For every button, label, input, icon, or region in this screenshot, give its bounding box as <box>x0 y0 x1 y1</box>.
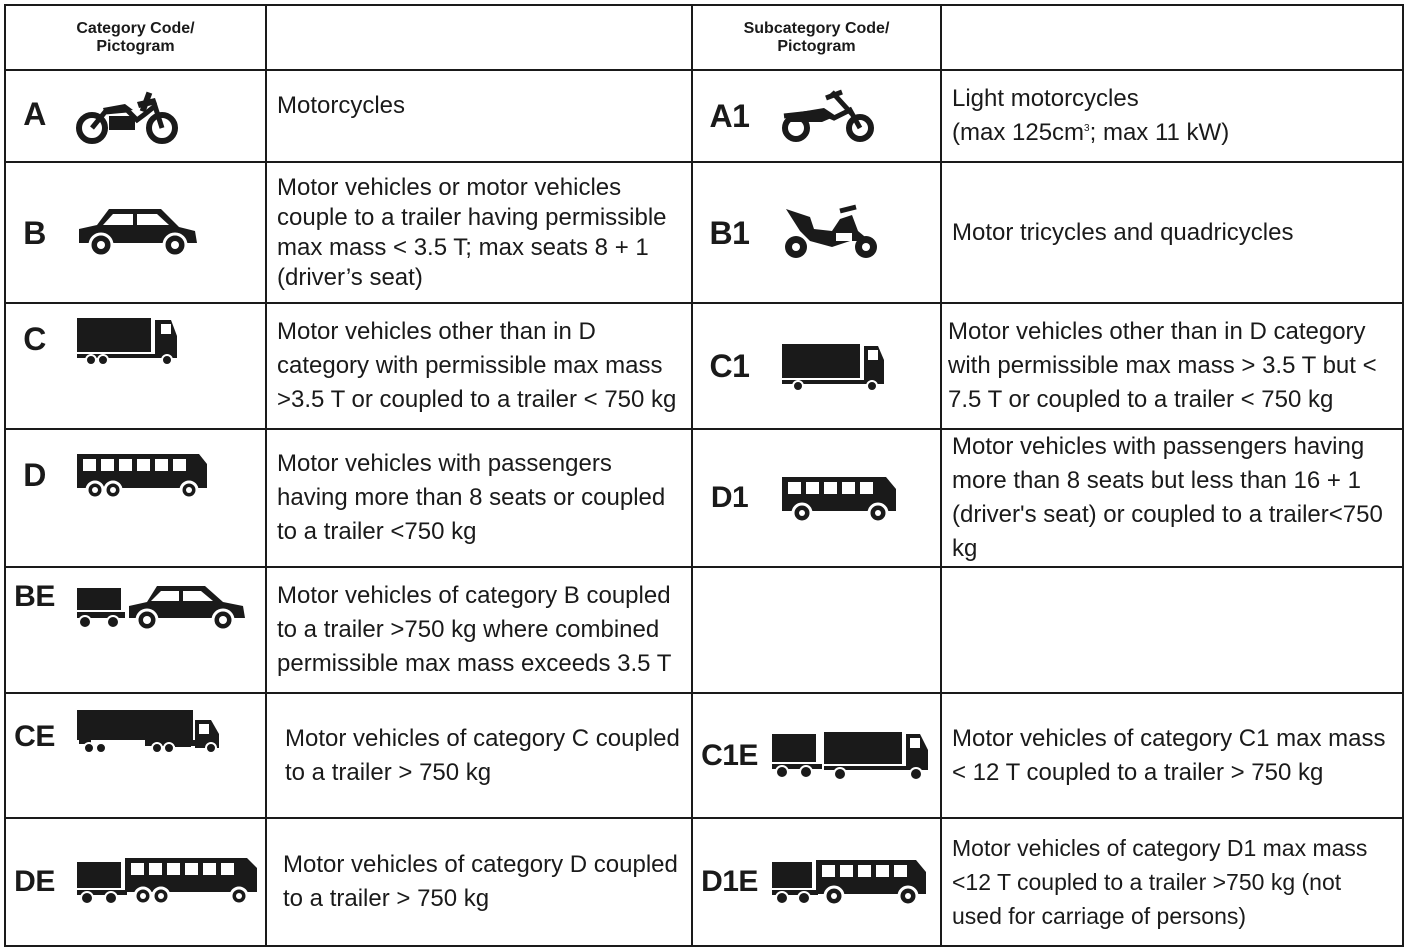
empty-subcategory-icon <box>766 567 941 693</box>
bus-icon <box>63 429 266 567</box>
category-code: BE <box>5 567 63 693</box>
licence-category-table <box>4 4 1404 947</box>
category-code: B <box>5 162 63 303</box>
subcategory-code: A1 <box>692 70 766 162</box>
subcategory-description: Motor vehicles with passengers having more than 8 seats but less than 16 + 1 (driver's seat) or coupled to a trailer<750 kg <box>941 429 1403 567</box>
truck-icon <box>63 303 266 429</box>
superscript-3: 3 <box>1084 123 1090 134</box>
table-row <box>5 693 1403 818</box>
category-description: Motor vehicles of category D coupled to a trailer > 750 kg <box>266 818 692 946</box>
subcategory-description <box>941 70 1403 162</box>
category-code: A <box>5 70 63 162</box>
subcategory-code <box>692 567 766 693</box>
subcategory-description <box>941 567 1403 693</box>
light-motorcycle-icon <box>766 70 941 162</box>
subcategory-code: B1 <box>692 162 766 303</box>
quad-bike-icon <box>766 162 941 303</box>
category-header-cell <box>5 5 266 70</box>
header-row <box>5 5 1403 70</box>
category-description: Motor vehicles of category C coupled to a trailer > 750 kg <box>266 693 692 818</box>
table-row <box>5 70 1403 162</box>
subcategory-code: C1E <box>692 693 766 818</box>
category-description: Motor vehicles with passengers having more than 8 seats or coupled to a trailer <750 kg <box>266 429 692 567</box>
subcategory-description: Motor vehicles of category D1 max mass <12 T coupled to a trailer >750 kg (not used for carriage of persons) <box>941 818 1403 946</box>
table-row <box>5 429 1403 567</box>
semi-truck-icon <box>63 693 266 818</box>
table-row <box>5 818 1403 946</box>
category-description <box>266 70 692 162</box>
category-code: C <box>5 303 63 429</box>
car-icon <box>63 162 266 303</box>
category-description-text: Motorcycles <box>277 92 406 119</box>
motorcycle-icon <box>63 70 266 162</box>
table-row <box>5 303 1403 429</box>
category-code: CE <box>5 693 63 818</box>
car-trailer-icon <box>63 567 266 693</box>
subcategory-description: Motor vehicles of category C1 max mass < 12 T coupled to a trailer > 750 kg <box>941 693 1403 818</box>
category-code: D <box>5 429 63 567</box>
category-description: Motor vehicles other than in D category with permissible max mass >3.5 T or coupled to a trailer < 750 kg <box>266 303 692 429</box>
subcategory-code: D1E <box>692 818 766 946</box>
category-code: DE <box>5 818 63 946</box>
table-row <box>5 162 1403 303</box>
category-desc-header <box>266 5 692 70</box>
minibus-icon <box>766 429 941 567</box>
subcategory-description: Motor tricycles and quadricycles <box>941 162 1403 303</box>
subcategory-description-line2-end: ; max 11 kW) <box>1089 119 1230 146</box>
category-header: Category Code/ Pictogram <box>76 19 195 55</box>
bus-trailer-icon <box>63 818 266 946</box>
subcategory-code: D1 <box>692 429 766 567</box>
subcategory-code: C1 <box>692 303 766 429</box>
subcategory-header-cell <box>692 5 941 70</box>
table-row <box>5 567 1403 693</box>
subcategory-description-line1: Light motorcycles <box>952 85 1139 112</box>
subcategory-description: Motor vehicles other than in D category with permissible max mass > 3.5 T but < 7.5 T or coupled to a trailer < 750 kg <box>941 303 1403 429</box>
subcategory-desc-header <box>941 5 1403 70</box>
minibus-trailer-icon <box>766 818 941 946</box>
truck-trailer-icon <box>766 693 941 818</box>
subcategory-description-line2: (max 125cm <box>952 119 1085 146</box>
category-description: Motor vehicles of category B coupled to a trailer >750 kg where combined permissible max mass exceeds 3.5 T <box>266 567 692 693</box>
category-description: Motor vehicles or motor vehicles couple to a trailer having permissible max mass < 3.5 T; max seats 8 + 1 (driver’s seat) <box>266 162 692 303</box>
light-truck-icon <box>766 303 941 429</box>
subcategory-header: Subcategory Code/ Pictogram <box>743 19 890 55</box>
